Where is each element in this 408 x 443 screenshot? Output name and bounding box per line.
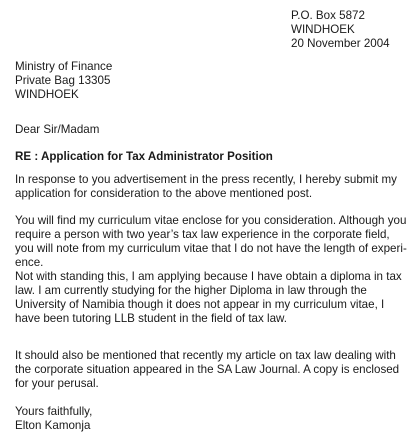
paragraph-line: University of Namibia though it does not appear in my curriculum vitae, I [15,298,385,311]
paragraph-line: for your perusal. [15,377,99,390]
paragraph-line: the corporate situation appeared in the SA Law Journal. A copy is enclosed [15,363,400,376]
body-paragraph [15,270,405,326]
recipient-address-line: Ministry of Finance [15,60,113,73]
body-paragraph [15,349,405,391]
recipient-address-line: WINDHOEK [15,88,79,101]
paragraph-line: require a person with two year’s tax law experience in the corporate field, [15,228,390,241]
closing-block [15,405,92,433]
sender-address [291,9,406,51]
paragraph-line: You will find my curriculum vitae enclose for you consideration. Although you [15,214,407,227]
paragraph-line: It should also be mentioned that recently my article on tax law dealing with [15,349,396,362]
salutation: Dear Sir/Madam [15,123,100,136]
letter-date: 20 November 2004 [291,37,390,50]
paragraph-line: you will note from my curriculum vitae that I do not have the length of experi- [15,242,407,255]
paragraph-line: Not with standing this, I am applying because I have obtain a diploma in tax [15,270,402,283]
paragraph-line: application for consideration to the above mentioned post. [15,187,313,200]
subject-line: RE : Application for Tax Administrator Position [15,150,273,163]
recipient-address-line: Private Bag 13305 [15,74,111,87]
recipient-address [15,60,215,102]
valediction: Yours faithfully, [15,405,93,418]
paragraph-line: ence. [15,256,44,269]
sender-address-line: P.O. Box 5872 [291,9,365,22]
signatory-name: Elton Kamonja [15,419,91,432]
body-paragraph [15,173,405,201]
body-paragraph [15,214,405,270]
paragraph-line: have been tutoring LLB student in the field of tax law. [15,312,287,325]
paragraph-line: In response to you advertisement in the press recently, I hereby submit my [15,173,397,186]
paragraph-line: law. I am currently studying for the higher Diploma in law through the [15,284,367,297]
sender-address-line: WINDHOEK [291,23,355,36]
